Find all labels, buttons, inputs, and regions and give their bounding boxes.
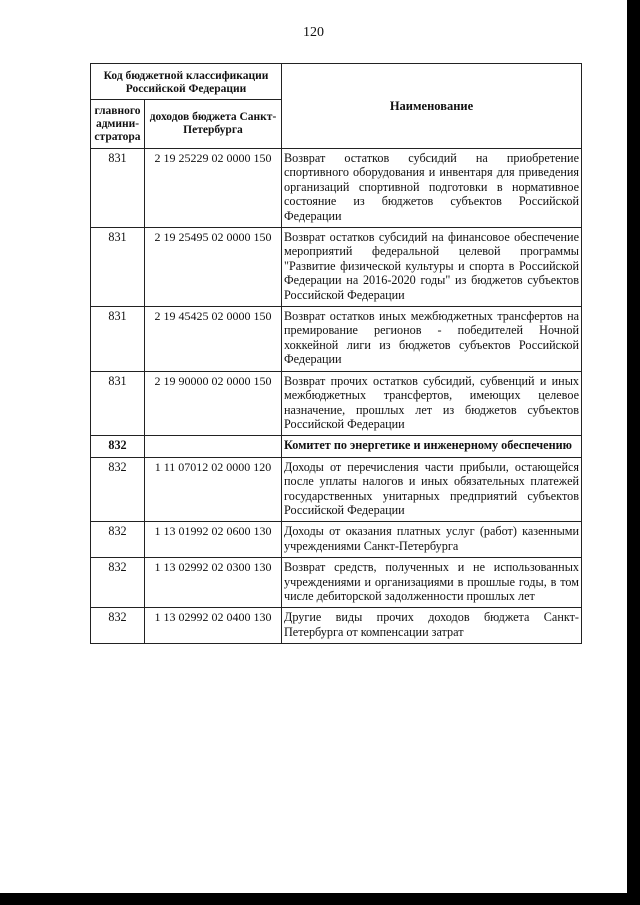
revenue-code-cell: 2 19 25495 02 0000 150 xyxy=(145,228,282,307)
admin-code-cell: 831 xyxy=(91,228,145,307)
admin-code-cell: 831 xyxy=(91,307,145,372)
admin-code-cell: 831 xyxy=(91,371,145,436)
admin-code-cell: 831 xyxy=(91,149,145,228)
description-cell: Другие виды прочих доходов бюджета Санкт-Петербурга от компенсации затрат xyxy=(282,608,582,644)
revenue-code-cell: 1 11 07012 02 0000 120 xyxy=(145,457,282,522)
table-header-row xyxy=(91,64,582,100)
header-budget-revenue: доходов бюджета Санкт-Петербурга xyxy=(145,100,282,149)
admin-code-cell: 832 xyxy=(91,522,145,558)
description-cell: Доходы от оказания платных услуг (работ) казенными учреждениями Санкт-Петербурга xyxy=(282,522,582,558)
page-number: 120 xyxy=(303,25,324,40)
budget-classification-table xyxy=(90,63,582,644)
header-classification-code: Код бюджетной классификации Российской Федерации xyxy=(91,64,282,100)
admin-code-cell: 832 xyxy=(91,436,145,457)
admin-code-cell: 832 xyxy=(91,608,145,644)
description-cell: Доходы от перечисления части прибыли, остающейся после уплаты налогов и иных обязательных платежей государственных унитарных предприятий субъектов Российской Федерации xyxy=(282,457,582,522)
header-name: Наименование xyxy=(282,64,582,149)
admin-code-cell: 832 xyxy=(91,558,145,608)
revenue-code-cell: 2 19 25229 02 0000 150 xyxy=(145,149,282,228)
revenue-code-cell: 1 13 01992 02 0600 130 xyxy=(145,522,282,558)
description-cell: Возврат остатков субсидий на финансовое обеспечение мероприятий федеральной целевой программы "Развитие физической культуры и спорта в Российской Федерации на 2016-2020 годы" из бюджетов субъектов Российской Федерации xyxy=(282,228,582,307)
revenue-code-cell: 1 13 02992 02 0400 130 xyxy=(145,608,282,644)
revenue-code-cell: 1 13 02992 02 0300 130 xyxy=(145,558,282,608)
admin-code-cell: 832 xyxy=(91,457,145,522)
table-row xyxy=(91,457,582,522)
description-cell: Возврат остатков иных межбюджетных трансфертов на премирование регионов - победителей Ночной хоккейной лиги из бюджетов субъектов Российской Федерации xyxy=(282,307,582,372)
description-cell: Возврат средств, полученных и не использованных учреждениями и организациями в прошлые годы, в том числе дебиторской задолженности прошлых лет xyxy=(282,558,582,608)
table-row xyxy=(91,149,582,228)
table-row xyxy=(91,371,582,436)
description-cell: Возврат остатков субсидий на приобретение спортивного оборудования и инвентаря для приведения организаций спортивной подготовки в нормативное состояние из бюджетов субъектов Российской Федерации xyxy=(282,149,582,228)
table-row xyxy=(91,522,582,558)
table-row-section-heading xyxy=(91,436,582,457)
table-row xyxy=(91,228,582,307)
revenue-code-cell: 2 19 90000 02 0000 150 xyxy=(145,371,282,436)
table-row xyxy=(91,558,582,608)
table-row xyxy=(91,608,582,644)
revenue-code-cell xyxy=(145,436,282,457)
header-chief-administrator: главного админи-стратора xyxy=(91,100,145,149)
revenue-code-cell: 2 19 45425 02 0000 150 xyxy=(145,307,282,372)
description-cell: Возврат прочих остатков субсидий, субвенций и иных межбюджетных трансфертов, имеющих целевое назначение, прошлых лет из бюджетов субъектов Российской Федерации xyxy=(282,371,582,436)
section-heading-cell: Комитет по энергетике и инженерному обеспечению xyxy=(282,436,582,457)
table-row xyxy=(91,307,582,372)
